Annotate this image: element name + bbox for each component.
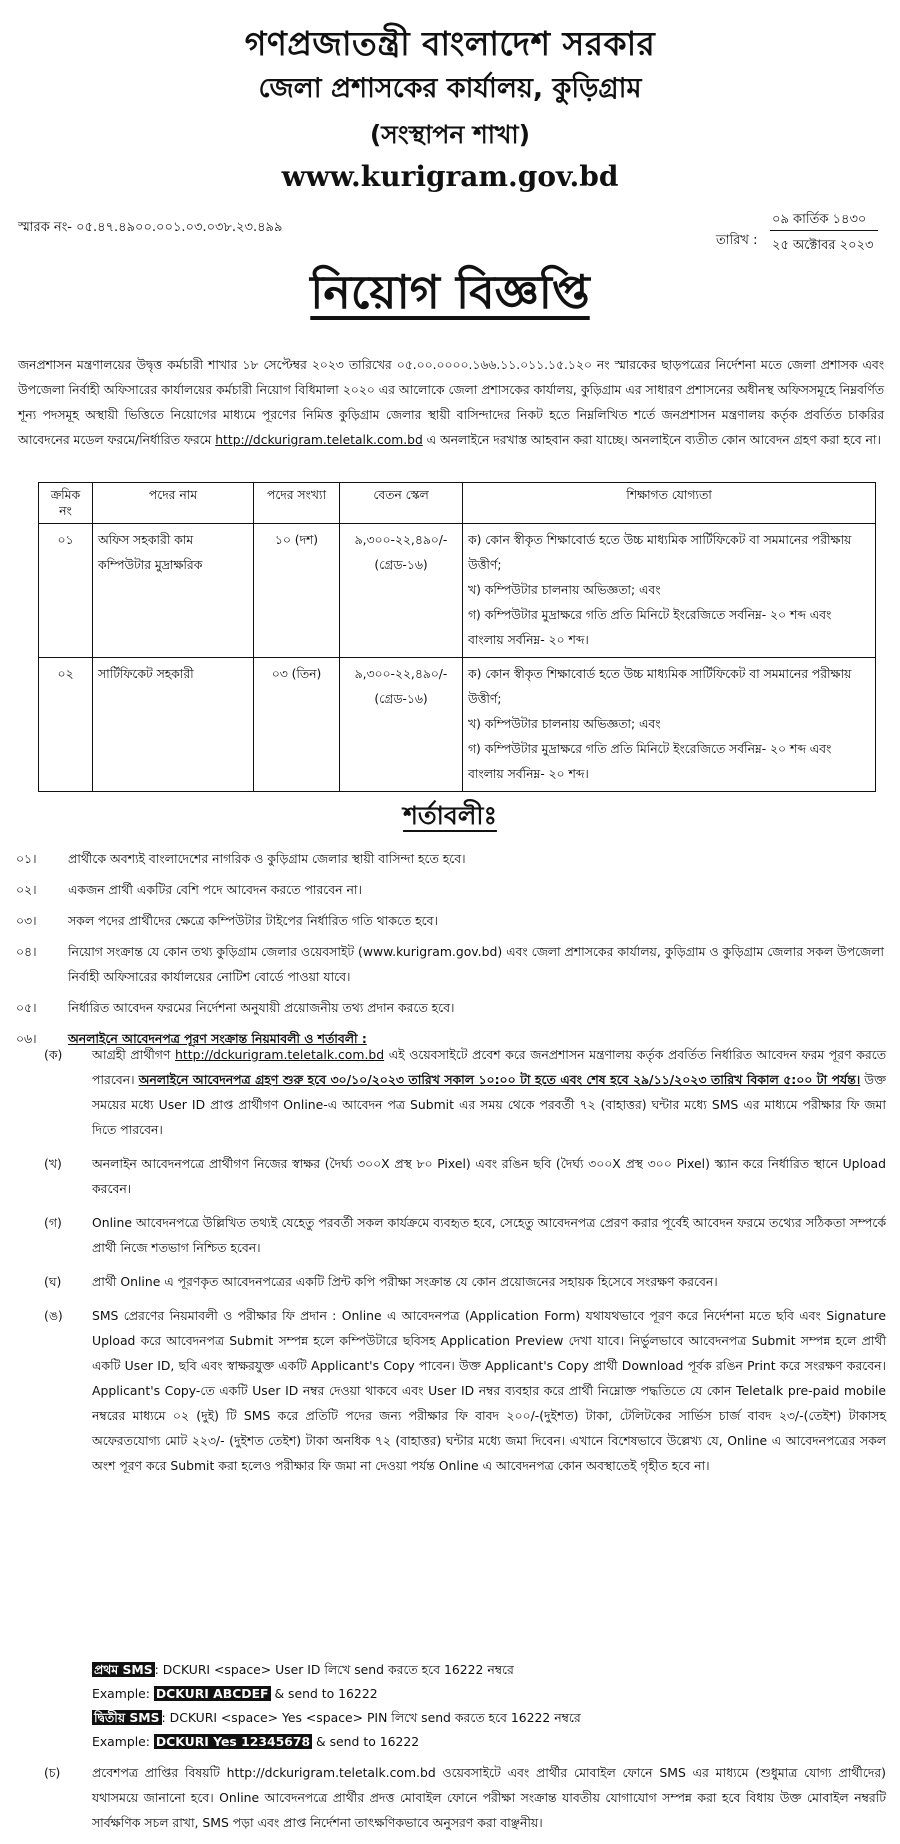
rule-text: আগ্রহী প্রার্থীগণ (92, 1047, 176, 1062)
rule-text: Online আবেদনপত্রে উল্লিখিত তথ্যই যেহেতু পরবর্তী সকল কার্যক্রমে ব্যবহৃত হবে, সেহেতু আবেদনপত্র প্রেরণ করার পূর্বেই আবেদন ফরমে তথ্যের সঠিকতা সম্পর্কে প্রার্থী নিজে শতভাগ নিশ্চিত হবেন। (92, 1215, 886, 1255)
col-qualification: শিক্ষাগত যোগ্যতা (463, 483, 876, 524)
qual-b: খ) কম্পিউটার চালনায় অভিজ্ঞতা; এবং (468, 583, 661, 597)
conditions-title: শর্তাবলীঃ (403, 801, 497, 830)
first-sms-example (92, 1684, 378, 1704)
list-item (16, 846, 886, 871)
item-text: সকল পদের প্রার্থীদের ক্ষেত্রে কম্পিউটার টাইপের নির্ধারিত গতি থাকতে হবে। (68, 913, 438, 928)
online-rules-cont (44, 1760, 886, 1844)
qual-c: গ) কম্পিউটার মুদ্রাক্ষরে গতি প্রতি মিনিটে ইংরেজিতে সর্বনিম্ন- ২০ শব্দ এবং বাংলায় সর্বনিম্ন- ২০ শব্দ। (468, 608, 832, 647)
item-text: অনলাইনে আবেদনপত্র পূরণ সংক্রান্ত নিয়মাবলী ও শর্তাবলী : (68, 1031, 367, 1046)
intro-text: জনপ্রশাসন মন্ত্রণালয়ের উদ্বৃত্ত কর্মচারী শাখার ১৮ সেপ্টেম্বর ২০২৩ তারিখের ০৫.০০.০০০০.১৬৬.১১.০১১.১৫.১২০ নং স্মারকের ছাড়পত্রের নির্দেশনা মতে জেলা প্রশাসক এবং উপজেলা নির্বাহী অফিসারের কার্যালয়ের কর্মচারী নিয়োগ বিধিমালা ২০২০ এর আলোকে জেলা প্রশাসকের কার্যালয়, কুড়িগ্রাম এর সাধারণ প্রশাসনের অধীনস্থ অফিসসমূহে নিম্নবর্ণিত শূন্য পদসমূহ অস্থায়ী ভিত্তিতে নিয়োগের মাধ্যমে পূরণের নিমিত্ত কুড়িগ্রাম জেলার স্থায়ী বাসিন্দাদের নিকট হতে নিম্নলিখিত শর্তে জনপ্রশাসন মন্ত্রণালয় কর্তৃক প্রবর্তিত চাকরির আবেদনের মডেল ফরমে/নির্ধারিত ফরমে (18, 358, 884, 447)
notice-title: নিয়োগ বিজ্ঞপ্তি (310, 265, 590, 319)
first-sms-line (92, 1660, 514, 1680)
qual-c: গ) কম্পিউটার মুদ্রাক্ষরে গতি প্রতি মিনিটে ইংরেজিতে সর্বনিম্ন- ২০ শব্দ এবং বাংলায় সর্বনিম্ন- ২০ শব্দ। (468, 742, 832, 781)
intro-paragraph (18, 353, 884, 453)
item-number: ০৬। (16, 1031, 37, 1046)
second-sms-label: দ্বিতীয় SMS (94, 1710, 160, 1725)
rule-text: অনলাইন আবেদনপত্রে প্রার্থীগণ নিজের স্বাক্ষর (দৈর্ঘ্য ৩০০X প্রস্থ ৮০ Pixel) এবং রঙিন ছবি (দৈর্ঘ্য ৩০০X প্রস্থ ৩০০ Pixel) স্ক্যান করে নির্ধারিত স্থানে Upload করবেন। (92, 1156, 886, 1196)
rule-number: (গ) (44, 1215, 62, 1230)
example-code: DCKURI Yes 12345678 (155, 1734, 311, 1749)
rule-number: (খ) (44, 1156, 62, 1171)
item-number: ০৫। (16, 1000, 37, 1015)
rule-c (44, 1210, 886, 1260)
rule-d (44, 1269, 886, 1294)
item-text: নির্ধারিত আবেদন ফরমের নির্দেশনা অনুযায়ী প্রয়োজনীয় তথ্য প্রদান করতে হবে। (68, 1000, 455, 1015)
scale-grade: (গ্রেড-১৬) (374, 692, 428, 706)
item-number: ০৩। (16, 913, 37, 928)
rule-text: প্রবেশপত্র প্রাপ্তির বিষয়টি http://dckurigram.teletalk.com.bd ওয়েবসাইটে এবং প্রার্থীর মোবাইল ফোনে SMS এর মাধ্যমে (শুধুমাত্র যোগ্য প্রার্থীদের) যথাসময়ে জানানো হবে। Online আবেদনপত্রে প্রার্থীর প্রদত্ত মোবাইল ফোনে পরীক্ষা সংক্রান্ত যাবতীয় যোগাযোগ সম্পন্ন করা হবে বিধায় উক্ত মোবাইল নম্বরটি সার্বক্ষণিক সচল রাখা, SMS পড়া এবং প্রাপ্ত নির্দেশনা তাৎক্ষণিকভাবে অনুসরণ করা বাঞ্ছনীয়। (92, 1765, 886, 1830)
table-row (39, 524, 876, 658)
rule-b (44, 1151, 886, 1201)
col-post: পদের নাম (93, 483, 254, 524)
rule-text: SMS প্রেরণের নিয়মাবলী ও পরীক্ষার ফি প্রদান : Online এ আবেদনপত্র (Application Form) যথাযথভাবে পূরণ করে নির্দেশনা মতে ছবি এবং Signature Upload করে আবেদনপত্র Submit সম্পন্ন হলে কম্পিউটারে ছবিসহ Application Preview দেখা যাবে। নির্ভুলভাবে আবেদনপত্র Submit সম্পন্ন হলে প্রার্থী একটি User ID, ছবি এবং স্বাক্ষরযুক্ত একটি Applicant's Copy পাবেন। উক্ত Applicant's Copy প্রার্থী Download পূর্বক রঙিন Print করে সংরক্ষণ করবেন। Applicant's Copy-তে একটি User ID নম্বর দেওয়া থাকবে এবং User ID নম্বর ব্যবহার করে প্রার্থী নিম্নোক্ত পদ্ধতিতে যে কোন Teletalk pre-paid mobile নম্বরের মাধ্যমে ০২ (দুই) টি SMS করে প্রতিটি পদের জন্য পরীক্ষার ফি বাবদ ২০০/-(দুইশত) টাকা, টেলিটকের সার্ভিস চার্জ বাবদ ২৩/-(তেইশ) টাকাসহ অফেরতযোগ্য মোট ২২৩/- (দুইশত তেইশ) টাকা অনধিক ৭২ (বাহাত্তর) ঘন্টার মধ্যে জমা দিবেন। এখানে বিশেষভাবে উল্লেখ্য যে, Online এ আবেদনপত্রের সকল অংশ পূরণ করে Submit করা হলেও পরীক্ষার ফি জমা না দেওয়া পর্যন্ত Online এ আবেদনপত্র কোন অবস্থাতেই গৃহীত হবে না। (92, 1308, 886, 1473)
item-number: ০১। (16, 851, 37, 866)
rule-text: উক্ত সময়ের মধ্যে User ID প্রাপ্ত প্রার্থীগণ Online-এ আবেদন পত্র Submit এর সময় থেকে পরবর্তী ৭২ (বাহাত্তর) ঘন্টার মধ্যে SMS এর মাধ্যমে পরীক্ষার ফি জমা দিতে পারবেন। (92, 1072, 886, 1137)
govt-name: গণপ্রজাতন্ত্রী বাংলাদেশ সরকার (244, 24, 656, 63)
example-tail: & send to 16222 (270, 1686, 378, 1701)
example-code: DCKURI ABCDEF (155, 1686, 269, 1701)
row-count: ১০ (দশ) (254, 524, 340, 658)
teletalk-link[interactable]: http://dckurigram.teletalk.com.bd (175, 1047, 385, 1062)
first-sms-label: প্রথম SMS (94, 1662, 153, 1677)
item-text: একজন প্রার্থী একটির বেশি পদে আবেদন করতে পারবেন না। (68, 882, 362, 897)
date-english: ২৫ অক্টোবর ২০২৩ (772, 238, 874, 253)
website-link[interactable]: www.kurigram.gov.bd (281, 160, 619, 193)
intro-tail: এ অনলাইনে দরখাস্ত আহবান করা যাচ্ছে। অনলাইনে ব্যতীত কোন আবেদন গ্রহণ করা হবে না। (422, 433, 881, 447)
rule-text: এই ওয়েবসাইটে প্রবেশ করে জনপ্রশাসন মন্ত্রণালয় কর্তৃক প্রবর্তিত নির্ধারিত আবেদন ফরম পূরণ করতে পারবেন। (92, 1047, 886, 1087)
row-scale (340, 658, 463, 792)
col-scale: বেতন স্কেল (340, 483, 463, 524)
qual-b: খ) কম্পিউটার চালনায় অভিজ্ঞতা; এবং (468, 717, 661, 731)
second-sms-line (92, 1708, 581, 1728)
qual-a: ক) কোন স্বীকৃত শিক্ষাবোর্ড হতে উচ্চ মাধ্যমিক সার্টিফিকেট বা সমমানের পরীক্ষায় উত্তীর্ণ; (468, 533, 852, 572)
conditions-list (16, 846, 886, 1057)
scale-range: ৯,৩০০-২২,৪৯০/- (354, 667, 448, 681)
item-text: নিয়োগ সংক্রান্ত যে কোন তথ্য কুড়িগ্রাম জেলার ওয়েবসাইট (www.kurigram.gov.bd) এবং জেলা প্রশাসকের কার্যালয়, কুড়িগ্রাম ও কুড়িগ্রাম জেলার সকল উপজেলা নির্বাহী অফিসারের কার্যালয়ের নোটিশ বোর্ডে পাওয়া যাবে। (68, 944, 884, 984)
row-post: অফিস সহকারী কাম কম্পিউটার মুদ্রাক্ষরিক (93, 524, 254, 658)
list-item (16, 908, 886, 933)
application-link[interactable]: http://dckurigram.teletalk.com.bd (215, 433, 423, 447)
memo-number: স্মারক নং- ০৫.৪৭.৪৯০০.০০১.০৩.০৩৮.২৩.৪৯৯ (18, 220, 283, 235)
qual-a: ক) কোন স্বীকৃত শিক্ষাবোর্ড হতে উচ্চ মাধ্যমিক সার্টিফিকেট বা সমমানের পরীক্ষায় উত্তীর্ণ; (468, 667, 852, 706)
row-qualification (463, 658, 876, 792)
rule-a (44, 1042, 886, 1142)
row-serial: ০২ (39, 658, 93, 792)
branch-name: (সংস্থাপন শাখা) (369, 120, 531, 149)
posts-table (38, 482, 876, 792)
date-bangla: ০৯ কার্তিক ১৪৩০ (772, 212, 867, 227)
example-label: Example: (92, 1686, 154, 1701)
date-label: তারিখ : (716, 233, 758, 248)
rule-text: প্রার্থী Online এ পূরণকৃত আবেদনপত্রের একটি প্রিন্ট কপি পরীক্ষা সংক্রান্ত যে কোন প্রয়োজনের সহায়ক হিসেবে সংরক্ষণ করবেন। (92, 1274, 718, 1289)
item-text: প্রার্থীকে অবশ্যই বাংলাদেশের নাগরিক ও কুড়িগ্রাম জেলার স্থায়ী বাসিন্দা হতে হবে। (68, 851, 466, 866)
item-number: ০২। (16, 882, 37, 897)
row-scale (340, 524, 463, 658)
row-serial: ০১ (39, 524, 93, 658)
rule-number: (চ) (44, 1765, 61, 1780)
row-qualification (463, 524, 876, 658)
col-serial: ক্রমিক নং (39, 483, 93, 524)
rule-e (44, 1303, 886, 1478)
example-tail: & send to 16222 (312, 1734, 420, 1749)
rule-f (44, 1760, 886, 1835)
table-header-row (39, 483, 876, 524)
row-count: ০৩ (তিন) (254, 658, 340, 792)
date-divider (770, 230, 878, 231)
row-post: সার্টিফিকেট সহকারী (93, 658, 254, 792)
second-sms-text: : DCKURI <space> Yes <space> PIN লিখে send করতে হবে 16222 নম্বরে (161, 1710, 581, 1725)
scale-grade: (গ্রেড-১৬) (374, 558, 428, 572)
item-number: ০৪। (16, 944, 37, 959)
rule-number: (ঙ) (44, 1308, 63, 1323)
rule-number: (ঘ) (44, 1274, 62, 1289)
first-sms-text: : DCKURI <space> User ID লিখে send করতে হবে 16222 নম্বরে (154, 1662, 514, 1677)
list-item (16, 877, 886, 902)
deadline-text: অনলাইনে আবেদনপত্র গ্রহণ শুরু হবে ৩০/১০/২০২৩ তারিখ সকাল ১০:০০ টা হতে এবং শেষ হবে ২৯/১১/২০২৩ তারিখ বিকাল ৫:০০ টা পর্যন্ত। (138, 1072, 861, 1087)
col-count: পদের সংখ্যা (254, 483, 340, 524)
example-label: Example: (92, 1734, 154, 1749)
online-rules (44, 1042, 886, 1487)
table-row (39, 658, 876, 792)
list-item (16, 939, 886, 989)
scale-range: ৯,৩০০-২২,৪৯০/- (354, 533, 448, 547)
rule-number: (ক) (44, 1047, 63, 1062)
list-item (16, 995, 886, 1020)
office-name: জেলা প্রশাসকের কার্যালয়, কুড়িগ্রাম (258, 73, 642, 104)
second-sms-example (92, 1732, 419, 1752)
